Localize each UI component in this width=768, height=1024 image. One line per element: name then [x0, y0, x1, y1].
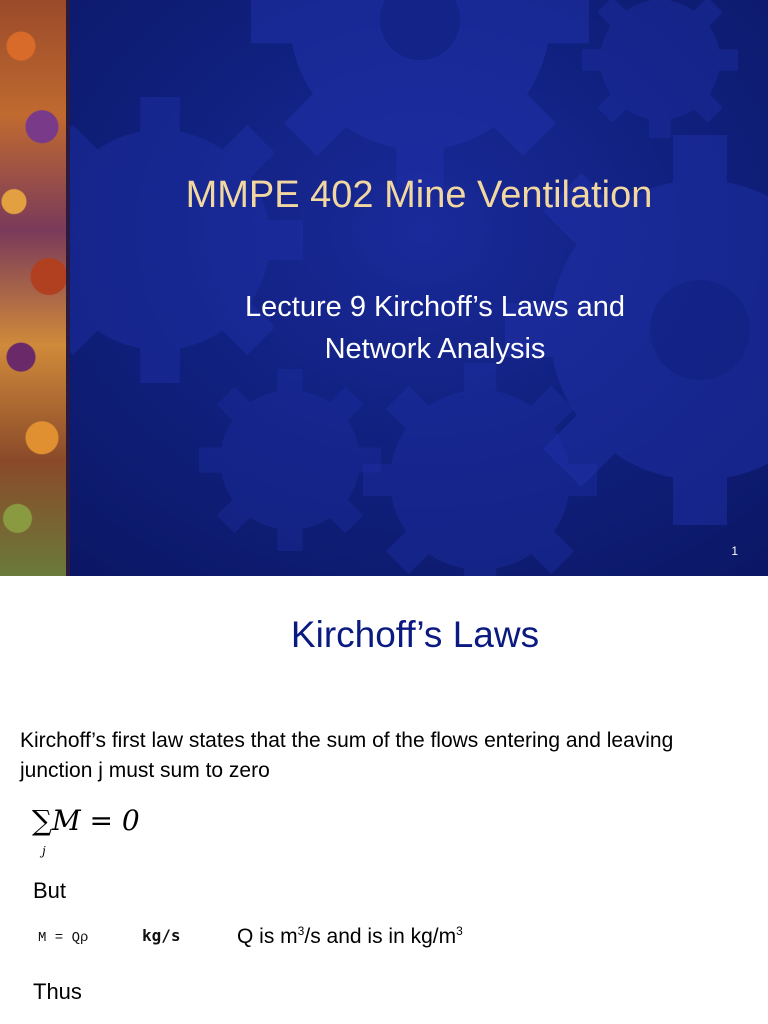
thus-label: Thus — [33, 979, 82, 1004]
q-sup-a: 3 — [297, 924, 305, 938]
slide-title: MMPE 402 Mine Ventilation — [185, 174, 653, 216]
subtitle-line-1: Lecture 9 Kirchoff’s Laws and — [245, 291, 625, 323]
subtitle-line-2: Network Analysis — [324, 333, 546, 365]
slide-title: Kirchoff’s Laws — [290, 614, 540, 655]
q-sup-b: 3 — [456, 924, 463, 938]
q-text-b: /s and — [304, 925, 368, 948]
q-text-a: Q is m — [237, 925, 298, 948]
content-slide — [0, 576, 768, 1024]
q-text-c: is in kg/m — [367, 925, 457, 948]
but-label: But — [33, 878, 67, 903]
slide-number: 1 — [731, 544, 738, 558]
units-description — [237, 924, 463, 949]
sum-formula — [32, 804, 172, 864]
body-paragraph: Kirchoff’s first law states that the sum of the flows entering and leaving junction j must sum to zero — [20, 729, 674, 782]
slide-subtitle — [150, 286, 720, 370]
mass-units: kg/s — [142, 926, 181, 945]
decorative-image-strip — [0, 0, 70, 576]
sum-index: j — [42, 844, 46, 858]
mass-formula: M = Qρ — [38, 930, 89, 946]
sum-equation: ∑M = 0 — [32, 804, 140, 837]
